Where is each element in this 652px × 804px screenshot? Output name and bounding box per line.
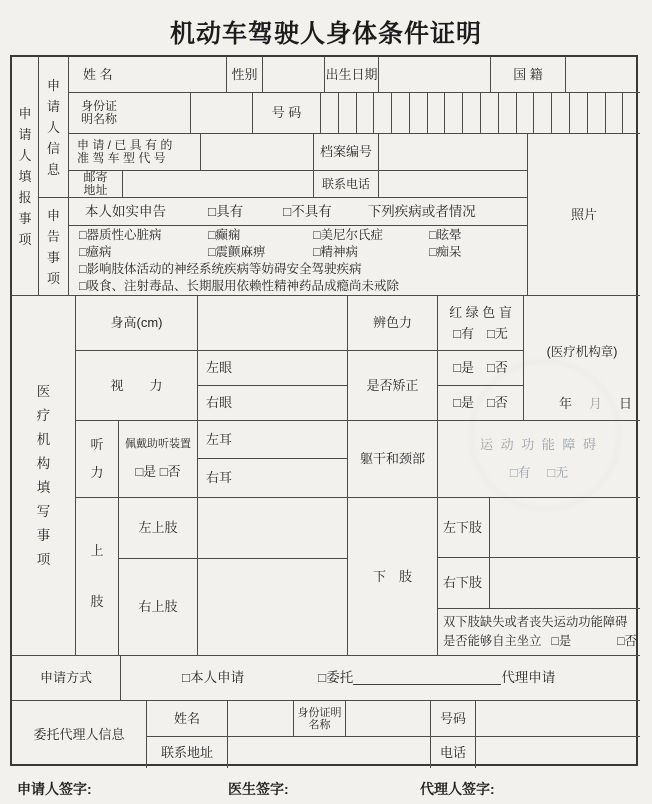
id-digit-box bbox=[373, 93, 391, 133]
mail-address-line1: 邮寄 bbox=[83, 170, 108, 184]
agent-name-value bbox=[227, 700, 293, 736]
id-name-label-line1: 身份证 bbox=[81, 99, 118, 113]
height-value bbox=[197, 295, 347, 350]
hearing-aid-checkboxes: □是 □否 bbox=[135, 464, 181, 479]
id-digit-box bbox=[498, 93, 516, 133]
right-lower-limb-label: 右下肢 bbox=[437, 557, 489, 608]
checkbox-no-condition: □不具有 bbox=[283, 203, 332, 219]
disease-checklist bbox=[68, 225, 527, 295]
agent-id-name-line2: 名称 bbox=[308, 718, 331, 731]
id-digit-box bbox=[427, 93, 445, 133]
sit-unaided-yes-checkbox: □是 bbox=[551, 634, 572, 648]
checkbox-has-condition: □具有 bbox=[208, 203, 244, 219]
id-digit-box bbox=[391, 93, 409, 133]
date-day: 日 bbox=[618, 396, 632, 411]
id-digit-box bbox=[338, 93, 356, 133]
agent-signature-label: 代理人签字: bbox=[420, 781, 495, 797]
checkbox-parkinsons: □震颤麻痹 bbox=[208, 244, 266, 259]
declaration-intro-row bbox=[68, 197, 527, 225]
proxy-application-checkbox: □委托 bbox=[318, 670, 354, 685]
color-vision-label: 辨色力 bbox=[347, 295, 437, 350]
left-ear-label: 左耳 bbox=[206, 431, 233, 447]
sit-unaided-label: 是否能够自主坐立 bbox=[443, 634, 542, 648]
hearing-aid-label: 佩戴助听装置 bbox=[125, 438, 191, 450]
birth-date-value bbox=[378, 57, 490, 92]
file-number-label: 档案编号 bbox=[313, 133, 378, 170]
agent-id-name-label bbox=[293, 700, 345, 736]
agent-id-number-value bbox=[475, 700, 640, 736]
agent-phone-value bbox=[475, 736, 640, 768]
id-digit-box bbox=[356, 93, 374, 133]
vehicle-class-line2: 准 驾 车 型 代 号 bbox=[77, 151, 166, 165]
corrected-vision-label: 是否矫正 bbox=[347, 350, 437, 420]
side-label-medical-section: 医疗机构填写事项 bbox=[12, 295, 75, 655]
agent-address-label: 联系地址 bbox=[146, 736, 227, 768]
field-name bbox=[68, 57, 226, 92]
application-method-options bbox=[120, 655, 640, 700]
form-table bbox=[10, 55, 638, 766]
agent-name-label: 姓名 bbox=[146, 700, 227, 736]
doctor-signature-label: 医生签字: bbox=[228, 781, 289, 797]
agent-phone-label: 电话 bbox=[430, 736, 475, 768]
agent-section-label: 委托代理人信息 bbox=[12, 700, 146, 768]
corrected-left-checkboxes: □是 □否 bbox=[437, 350, 523, 385]
disease-row-1 bbox=[79, 227, 527, 244]
right-upper-limb-label: 右上肢 bbox=[118, 558, 197, 655]
id-name-label bbox=[68, 92, 190, 133]
vision-label: 视 力 bbox=[75, 350, 197, 420]
stamp-placeholder: (医疗机构章) bbox=[546, 345, 618, 359]
mail-address-line2: 地址 bbox=[83, 183, 108, 197]
left-ear-cell bbox=[197, 420, 347, 458]
id-digit-box bbox=[551, 93, 569, 133]
id-digit-box bbox=[622, 93, 640, 133]
left-eye-label: 左眼 bbox=[206, 360, 233, 375]
right-ear-cell bbox=[197, 458, 347, 497]
trunk-neck-label: 躯干和颈部 bbox=[347, 420, 437, 497]
id-digit-row bbox=[321, 93, 640, 133]
checkbox-nervous-system-disease: □影响肢体活动的神经系统疾病等妨碍安全驾驶疾病 bbox=[79, 261, 362, 276]
motor-function-cell bbox=[437, 420, 640, 497]
lower-limb-question-line2 bbox=[443, 632, 637, 651]
vehicle-class-line1: 申 请 / 已 具 有 的 bbox=[77, 138, 173, 152]
agent-id-name-line1: 身份证明 bbox=[297, 706, 342, 719]
colorblind-cell bbox=[437, 295, 523, 350]
left-upper-limb-label: 左上肢 bbox=[118, 497, 197, 558]
hearing-label bbox=[75, 420, 118, 497]
id-name-label-line2: 明名称 bbox=[81, 112, 118, 126]
id-name-value bbox=[190, 92, 252, 133]
form-title: 机动车驾驶人身体条件证明 bbox=[169, 20, 482, 48]
right-eye-label: 右眼 bbox=[206, 395, 233, 410]
date-month: 月 bbox=[588, 396, 602, 411]
side-label-applicant-info: 申请人信息 bbox=[38, 57, 68, 197]
agent-id-name-value bbox=[345, 700, 430, 736]
nationality-label: 国 籍 bbox=[490, 57, 565, 92]
id-digit-box bbox=[321, 93, 338, 133]
mail-address-value bbox=[122, 170, 313, 197]
side-label-applicant-section: 申请人填报事项 bbox=[18, 105, 32, 247]
file-number-value bbox=[378, 133, 527, 170]
birth-date-label: 出生日期 bbox=[324, 57, 378, 92]
lower-limb-loss-question bbox=[437, 608, 640, 655]
id-digit-box bbox=[516, 93, 534, 133]
checkbox-heart-disease: □器质性心脏病 bbox=[79, 227, 162, 242]
sit-unaided-no-checkbox: □否 bbox=[617, 634, 637, 648]
date-year: 年 bbox=[558, 396, 572, 411]
application-method-label: 申请方式 bbox=[12, 655, 120, 700]
contact-phone-value bbox=[378, 170, 527, 197]
id-number-boxes bbox=[320, 92, 640, 133]
left-eye-cell bbox=[197, 350, 347, 385]
left-upper-limb-value bbox=[197, 497, 347, 558]
checkbox-vertigo: □眩晕 bbox=[429, 227, 462, 242]
left-lower-limb-value bbox=[489, 497, 640, 557]
nationality-value bbox=[565, 57, 640, 92]
id-number-label: 号 码 bbox=[252, 92, 320, 133]
colorblind-title: 红 绿 色 盲 bbox=[449, 305, 512, 320]
lower-limbs-label: 下 肢 bbox=[347, 497, 437, 655]
disease-row-2 bbox=[79, 244, 527, 261]
checkbox-dementia: □痴呆 bbox=[429, 244, 462, 259]
right-eye-cell bbox=[197, 385, 347, 420]
gender-value bbox=[262, 57, 324, 92]
right-lower-limb-value bbox=[489, 557, 640, 608]
checkbox-epilepsy: □癫痫 bbox=[208, 227, 241, 242]
self-application-checkbox: □本人申请 bbox=[182, 670, 245, 685]
agent-id-number-label: 号码 bbox=[430, 700, 475, 736]
checkbox-meniere: □美尼尔氏症 bbox=[313, 227, 384, 242]
photo-box bbox=[527, 133, 640, 295]
checkbox-drug-addiction: □吸食、注射毒品、长期服用依赖性精神药品成瘾尚未戒除 bbox=[79, 278, 400, 293]
id-digit-box bbox=[605, 93, 623, 133]
gender-label: 性别 bbox=[226, 57, 262, 92]
checkbox-hysteria: □癔病 bbox=[79, 244, 112, 259]
proxy-application-suffix: 代理申请 bbox=[501, 670, 556, 685]
declaration-intro: 本人如实申告 bbox=[85, 203, 166, 219]
right-upper-limb-value bbox=[197, 558, 347, 655]
contact-phone-label: 联系电话 bbox=[313, 170, 378, 197]
agent-address-value bbox=[227, 736, 430, 768]
upper-limbs-char-1: 上 bbox=[90, 543, 104, 559]
applicant-signature-label: 申请人签字: bbox=[17, 781, 92, 797]
colorblind-checkboxes: □有 □无 bbox=[453, 326, 508, 341]
corrected-right-checkboxes: □是 □否 bbox=[437, 385, 523, 420]
vehicle-class-value bbox=[200, 133, 313, 170]
hearing-aid-cell bbox=[118, 420, 197, 497]
id-digit-box bbox=[533, 93, 551, 133]
photo-label: 照片 bbox=[570, 206, 597, 222]
checkbox-mental-illness: □精神病 bbox=[313, 244, 359, 259]
lower-limb-question-line1: 双下肢缺失或者丧失运动功能障碍 bbox=[443, 615, 628, 629]
id-digit-box bbox=[480, 93, 498, 133]
id-digit-box bbox=[409, 93, 427, 133]
upper-limbs-char-2: 肢 bbox=[90, 593, 104, 609]
id-digit-box bbox=[444, 93, 462, 133]
date-line bbox=[559, 396, 632, 412]
id-digit-box bbox=[569, 93, 587, 133]
right-ear-label: 右耳 bbox=[206, 470, 233, 485]
vehicle-class-label bbox=[68, 133, 200, 170]
motor-function-checkboxes: □有 □无 bbox=[509, 465, 569, 480]
name-label: 姓 名 bbox=[83, 66, 113, 82]
height-label: 身高(cm) bbox=[75, 295, 197, 350]
id-digit-box bbox=[462, 93, 480, 133]
id-digit-box bbox=[587, 93, 605, 133]
hearing-char-1: 听 bbox=[90, 437, 104, 452]
hearing-char-2: 力 bbox=[90, 465, 104, 480]
declaration-suffix: 下列疾病或者情况 bbox=[367, 203, 476, 219]
mail-address-label bbox=[68, 170, 122, 197]
upper-limbs-label bbox=[75, 497, 118, 655]
left-lower-limb-label: 左下肢 bbox=[437, 497, 489, 557]
medical-stamp-cell bbox=[523, 295, 640, 420]
motor-function-title: 运 动 功 能 障 碍 bbox=[479, 437, 599, 452]
side-label-declaration: 申告事项 bbox=[38, 197, 68, 295]
proxy-name-blank-line bbox=[353, 671, 501, 685]
